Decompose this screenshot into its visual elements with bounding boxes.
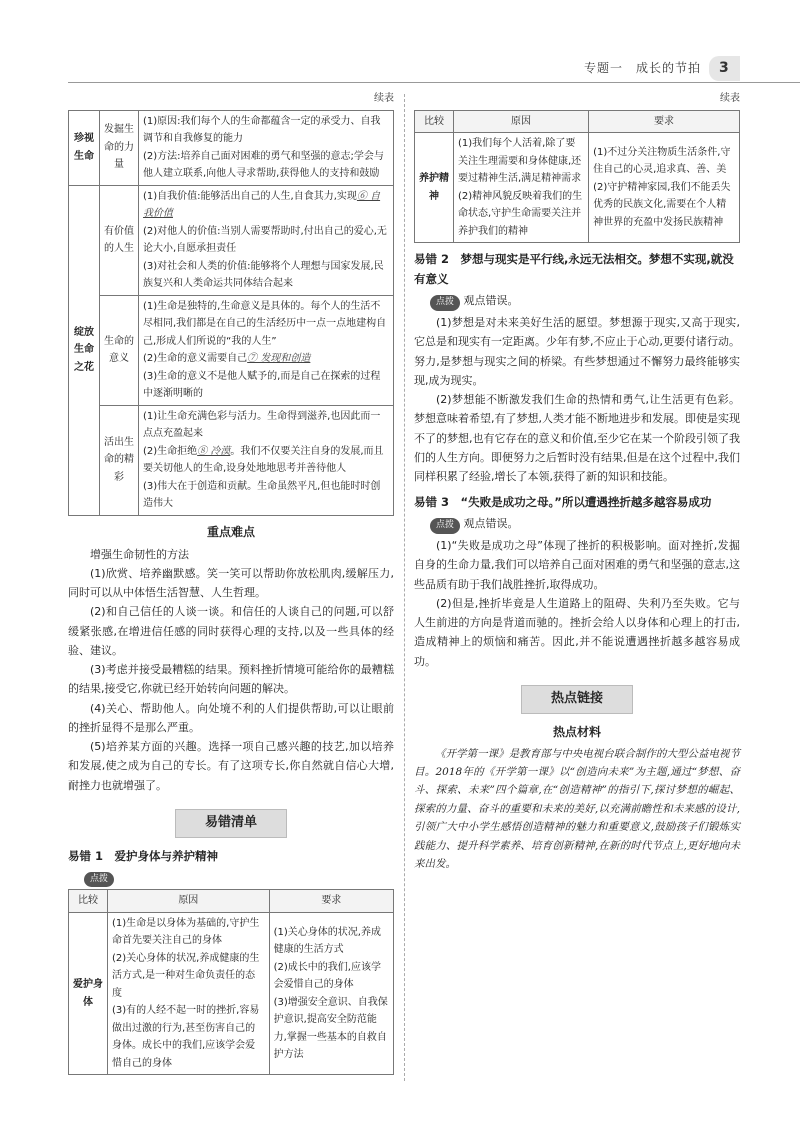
life-table [68,110,394,516]
cell-value [139,185,394,295]
th-reason: 原因 [454,110,589,133]
key-item: (2)和自己信任的人谈一谈。和信任的人谈自己的问题,可以舒缓紧张感,在增进信任感的同时获得心理的支持,以及一些具体的经验、建议。 [68,605,394,657]
cell-require: (1)关心身体的状况,养成健康的生活方式 (2)成长中的我们,应该学会爱惜自己的身体 (3)增强安全意识、自我保护意识,提高安全防范能力,掌握一些基本的自救自护方法 [269,912,393,1075]
cell-reason: (1)生命是以身体为基础的,守护生命首先要关注自己的身体 (2)关心身体的状况,养成健康的生活方式,是一种对生命负责任的态度 (3)有的人经不起一时的挫折,容易做出过激的行为,甚至伤害自己的身体。成长中的我们,应该学会爱惜自己的身体 [108,912,270,1075]
th-require: 要求 [269,890,393,913]
tip-row [414,291,740,311]
key-item: (5)培养某方面的兴趣。选择一项自己感兴趣的技艺,加以培养和发展,使之成为自己的专长。有了这项专长,你自然就自信心大增,耐挫力也就增强了。 [68,740,394,792]
sub-power: 发掘生命的力量 [100,110,139,185]
error-heading: 易错 1 爱护身体与养护精神 [68,848,219,863]
paragraph: (1)“失败是成功之母”体现了挫折的积极影响。面对挫折,发掘自身的生命力量,我们可以培养自己面对困难的勇气和坚强的意志,这些品质有助于我们战胜挫折,取得成功。 [414,539,740,591]
th-require: 要求 [589,110,740,133]
tip-row [68,868,394,888]
handwritten-answer: ⑦ 发现和创造 [247,353,311,364]
spirit-table [414,110,740,244]
handwritten-answer: ⑥ 自我价值 [143,190,381,219]
cell-meaning [139,295,394,405]
hot-title: 热点材料 [552,724,601,739]
cell-power: (1)原因:我们每个人的生命都蕴含一定的承受力、自我调节和自我修复的能力 (2)方法:培养自己面对困难的勇气和坚强的意志;学会与他人建立联系,向他人寻求帮助,获得他人的支持和鼓励 [139,110,394,185]
sub-meaning: 生命的意义 [100,295,139,405]
th-reason: 原因 [108,890,270,913]
tip-badge: 点拨 [430,295,460,311]
key-title: 重点难点 [206,524,255,539]
tip-row [414,514,740,534]
group-cherish: 珍视生命 [69,110,100,185]
th-compare: 比较 [415,110,454,133]
handwritten-answer: ⑧ 冷漠 [197,445,231,457]
column-divider [404,94,405,1081]
tip-text: 观点错误。 [463,517,519,531]
key-item: (4)关心、帮助他人。向处境不利的人们提供帮助,可以让眼前的挫折显得不是那么严重。 [68,701,394,734]
paragraph: (2)但是,挫折毕竟是人生道路上的阻碍、失利乃至失败。它与人生前进的方向是背道而驰的。挫折会给人以身体和心理上的打击,造成精神上的烦恼和痛苦。因此,并不能说遭遇挫折越多越容易成功。 [414,596,740,668]
key-intro: 增强生命韧性的方法 [90,547,189,561]
section-banner: 热点链接 [521,685,633,714]
group-bloom: 绽放生命之花 [69,185,100,515]
sub-value: 有价值的人生 [100,185,139,295]
cell-wonderful-text2: 。我们不仅要关注自身的发展,而且要关切他人的生命,设身处地地思考并善待他人 (3)伟大在于创造和贡献。生命虽然平凡,但也能时时创造伟大 [143,445,384,509]
header-title: 专题一 成长的节拍 [584,61,702,75]
cell-meaning-text: (1)生命是独特的,生命意义是具体的。每个人的生活不尽相同,我们都是在自己的生活经历中一点一点地建构自己,形成人们所说的“我的人生” (2)生命的意义需要自己 [143,300,387,364]
section-banner: 易错清单 [175,809,287,838]
left-column [68,90,394,1075]
th-compare: 比较 [69,890,108,913]
hot-text: 《开学第一课》是教育部与中央电视台联合制作的大型公益电视节目。2018年的《开学第一课》以“创造向未来”为主题,通过“梦想、奋斗、探索、未来”四个篇章,在“创造精神”的指引下,探讨梦想的崛起、探索的力量、奋斗的重要和未来的美好,以充满前瞻性和未来感的设计,引领广大中小学生感悟创造精神的魅力和重要意义,鼓励孩子们锻炼实践能力、提升科学素养、培育创新精神,在新的时代节点上,更好地向未来出发。 [414,747,740,870]
cell-require: (1)不过分关注物质生活条件,守住自己的心灵,追求真、善、美 (2)守护精神家园,我们不能丢失优秀的民族文化,需要在个人精神世界的充盈中发扬民族精神 [589,133,740,243]
cell-wonderful-text: (1)让生命充满色彩与活力。生命得到滋养,也因此而一点点充盈起来 (2)生命拒绝 [143,410,381,457]
cell-wonderful [139,405,394,515]
tip-badge: 点拨 [84,872,114,888]
key-item: (1)欣赏、培养幽默感。笑一笑可以帮助你放松肌肉,缓解压力,同时可以从中体悟生活智慧、人生哲理。 [68,566,394,599]
cell-value-text: (1)自我价值:能够活出自己的人生,自食其力,实现 [143,190,357,202]
row-spirit: 养护精神 [415,133,454,243]
tip-badge: 点拨 [430,518,460,534]
continued-label: 续表 [374,93,394,104]
page-number: 3 [709,56,740,81]
body-table [68,889,394,1075]
sub-wonderful: 活出生命的精彩 [100,405,139,515]
error-heading: 易错 3 “失败是成功之母。”所以遭遇挫折越多越容易成功 [414,495,712,510]
error-heading: 易错 2 梦想与现实是平行线,永远无法相交。梦想不实现,就没有意义 [414,252,734,287]
right-column [414,90,740,873]
cell-meaning-text2: (3)生命的意义不是他人赋予的,而是自己在探索的过程中逐渐明晰的 [143,370,381,399]
header-rule [68,82,800,83]
row-body: 爱护身体 [69,912,108,1075]
paragraph: (1)梦想是对未来美好生活的愿望。梦想源于现实,又高于现实,它总是和现实有一定距离。少年有梦,不应止于心动,更要付诸行动。努力,是梦想与现实之间的桥梁。有些梦想通过不懈努力最终能够实现,成为现实。 [414,316,740,387]
key-item: (3)考虑并接受最糟糕的结果。预料挫折情境可能给你的最糟糕的结果,接受它,你就已经开始转向问题的解决。 [68,663,394,696]
continued-label: 续表 [720,93,740,104]
cell-reason: (1)我们每个人活着,除了要关注生理需要和身体健康,还要过精神生活,满足精神需求 (2)精神风貌反映着我们的生命状态,守护生命需要关注并养护我们的精神 [454,133,589,243]
page-header [584,56,740,81]
tip-text: 观点错误。 [463,294,519,308]
paragraph: (2)梦想能不断激发我们生命的热情和勇气,让生活更有色彩。梦想意味着希望,有了梦想,人类才能不断地进步和发展。即使是实现不了的梦想,也有它存在的意义和价值,至少它在某一个阶段引领了我们的人生方向。即便努力之后暂时没有结果,但是在这个过程中,我们同样积累了经验,增长了本领,获得了新的知识和技能。 [414,393,740,483]
cell-value-text2: (2)对他人的价值:当别人需要帮助时,付出自己的爱心,无论大小,自愿承担责任 (3)对社会和人类的价值:能够将个人理想与国家发展,民族复兴和人类命运共同体结合起来 [143,225,387,289]
